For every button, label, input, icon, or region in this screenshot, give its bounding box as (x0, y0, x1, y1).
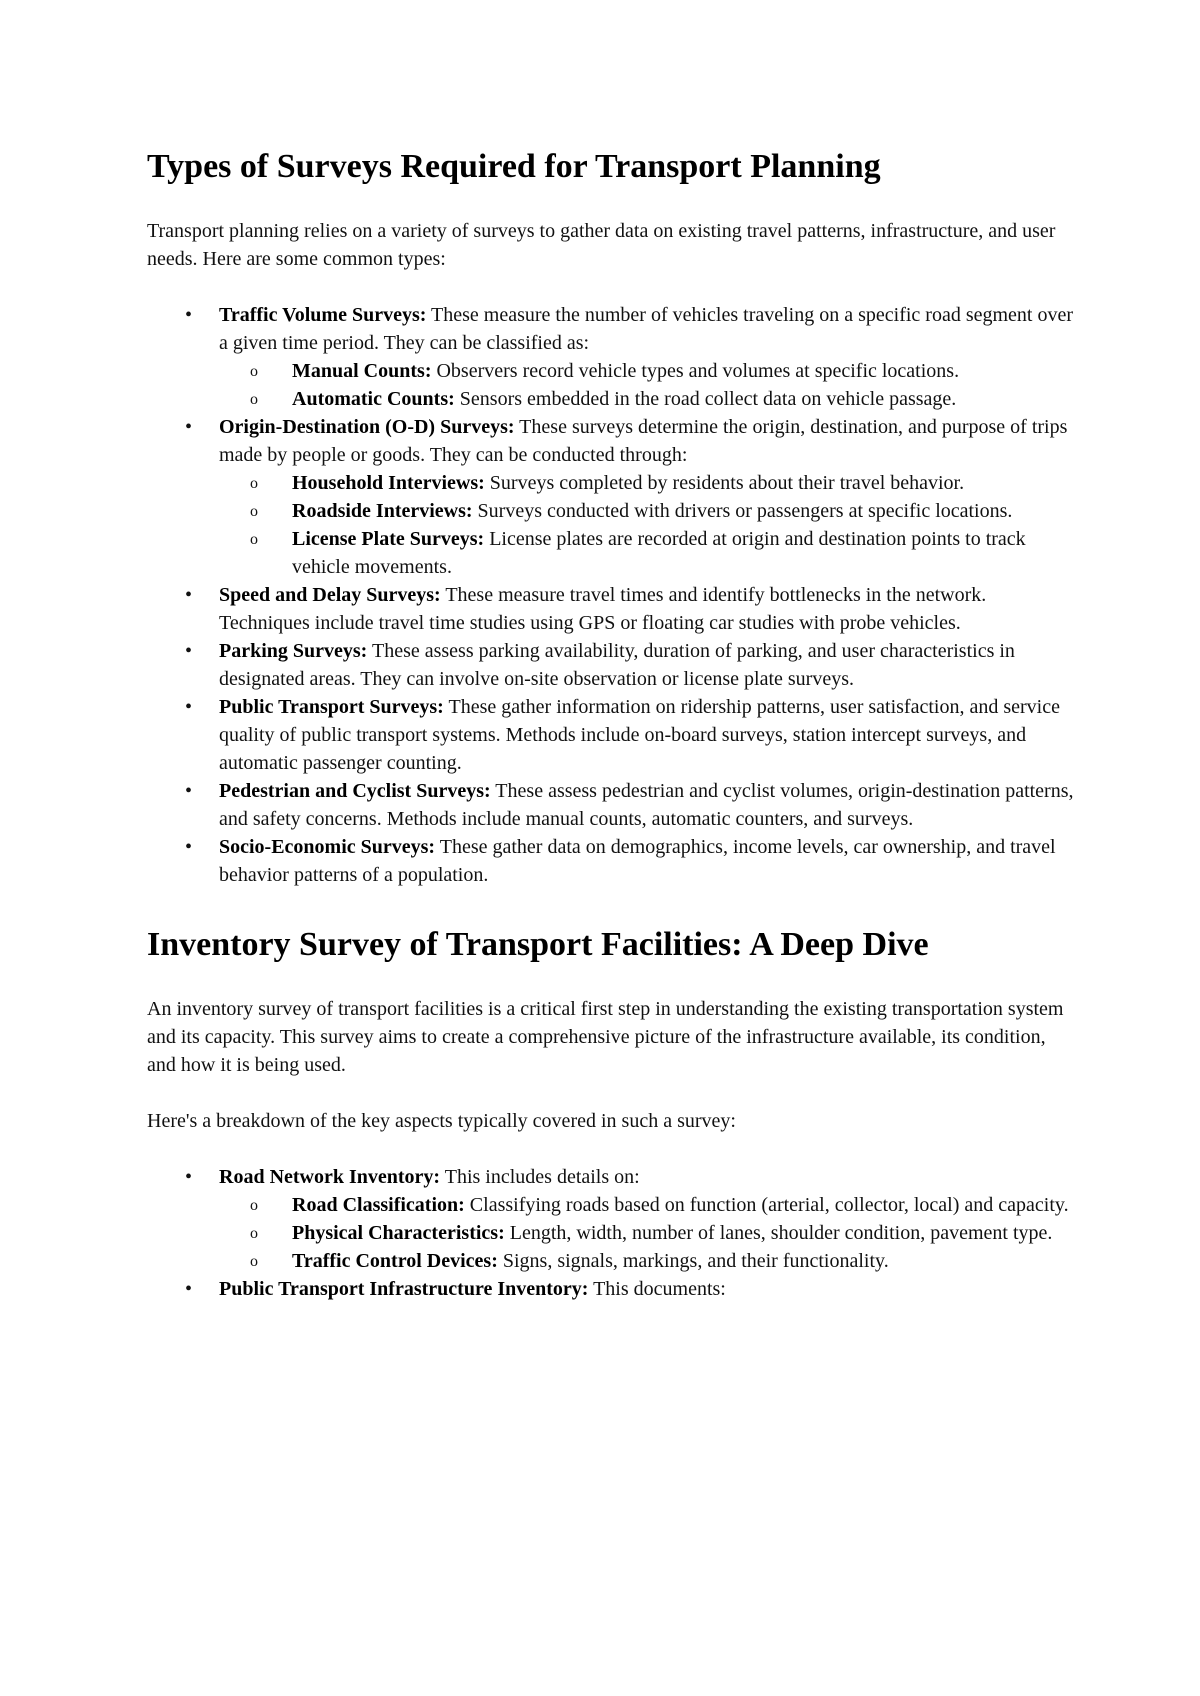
bullet-marker: • (185, 304, 193, 326)
item-text: These surveys determine the origin, destination, and purpose of trips made by people or goods. They can be conducted through: (219, 416, 1068, 466)
bullet-marker: • (185, 836, 193, 858)
subitem-label: Automatic Counts: (292, 388, 455, 410)
item-label: Socio-Economic Surveys: (219, 836, 436, 858)
subitem-text: Observers record vehicle types and volumes at specific locations. (431, 360, 960, 382)
subitem-label: Road Classification: (292, 1194, 465, 1216)
subitem-label: Manual Counts: (292, 360, 432, 382)
item-label: Road Network Inventory: (219, 1166, 441, 1188)
item-label: Origin-Destination (O-D) Surveys: (219, 416, 515, 438)
item-text: These measure travel times and identify bottlenecks in the network. Techniques include travel time studies using GPS or floating car studies with probe vehicles. (219, 584, 987, 634)
item-label: Parking Surveys: (219, 640, 368, 662)
item-text: This documents: (588, 1278, 726, 1300)
bullet-marker: • (185, 780, 193, 802)
sub-marker: o (250, 1253, 258, 1270)
item-text: This includes details on: (440, 1166, 640, 1188)
subitem-label: Physical Characteristics: (292, 1222, 505, 1244)
list-item (147, 1275, 1077, 1303)
item-text: These assess pedestrian and cyclist volumes, origin-destination patterns, and safety concerns. Methods include manual counts, automatic counters, and surveys. (219, 780, 1074, 830)
subitem-text: Signs, signals, markings, and their functionality. (497, 1250, 889, 1272)
section1-title: Types of Surveys Required for Transport Planning (147, 148, 881, 185)
list-item (147, 1163, 1077, 1275)
sub-marker: o (250, 503, 258, 520)
sublist-item (219, 1247, 1077, 1275)
sub-marker: o (250, 363, 258, 380)
list-item (147, 301, 1077, 413)
item-label: Pedestrian and Cyclist Surveys: (219, 780, 491, 802)
sublist-item (219, 469, 1077, 497)
subitem-label: Household Interviews: (292, 472, 485, 494)
sublist (219, 469, 1077, 581)
item-label: Public Transport Surveys: (219, 696, 444, 718)
item-text: These gather data on demographics, income levels, car ownership, and travel behavior patterns of a population. (219, 836, 1056, 886)
bullet-marker: • (185, 1166, 193, 1188)
section2-title: Inventory Survey of Transport Facilities: A Deep Dive (147, 926, 929, 963)
sublist-item (219, 1219, 1077, 1247)
bullet-marker: • (185, 1278, 193, 1300)
item-label: Public Transport Infrastructure Inventory: (219, 1278, 589, 1300)
section2-lead: Here's a breakdown of the key aspects typically covered in such a survey: (147, 1110, 736, 1132)
subitem-text: Length, width, number of lanes, shoulder condition, pavement type. (504, 1222, 1053, 1244)
subitem-label: Roadside Interviews: (292, 500, 473, 522)
sublist (219, 357, 1077, 413)
sublist-item (219, 1191, 1077, 1219)
list-item (147, 581, 1077, 637)
subitem-label: License Plate Surveys: (292, 528, 485, 550)
sub-marker: o (250, 1225, 258, 1242)
section1-list (147, 301, 1077, 889)
list-item (147, 637, 1077, 693)
sublist-item (219, 525, 1077, 581)
bullet-marker: • (185, 696, 193, 718)
document-page (147, 132, 1077, 1303)
item-text: These measure the number of vehicles traveling on a specific road segment over a given time period. They can be classified as: (219, 304, 1074, 354)
sublist-item (219, 497, 1077, 525)
item-label: Speed and Delay Surveys: (219, 584, 441, 606)
list-item (147, 693, 1077, 777)
item-label: Traffic Volume Surveys: (219, 304, 427, 326)
sublist-item (219, 357, 1077, 385)
list-item (147, 777, 1077, 833)
section2-intro: An inventory survey of transport facilities is a critical first step in understanding the existing transportation system and its capacity. This survey aims to create a comprehensive picture of the infrastructure available, its condition, and how it is being used. (147, 998, 1064, 1076)
list-item (147, 413, 1077, 581)
list-item (147, 833, 1077, 889)
item-text: These gather information on ridership patterns, user satisfaction, and service quality of public transport systems. Methods include on-board surveys, station intercept surveys, and automatic passenger counting. (219, 696, 1060, 774)
sub-marker: o (250, 531, 258, 548)
sublist-item (219, 385, 1077, 413)
bullet-marker: • (185, 584, 193, 606)
subitem-text: Classifying roads based on function (arterial, collector, local) and capacity. (464, 1194, 1069, 1216)
bullet-marker: • (185, 640, 193, 662)
subitem-text: Surveys completed by residents about their travel behavior. (484, 472, 965, 494)
bullet-marker: • (185, 416, 193, 438)
subitem-text: Sensors embedded in the road collect data on vehicle passage. (454, 388, 957, 410)
subitem-label: Traffic Control Devices: (292, 1250, 498, 1272)
subitem-text: Surveys conducted with drivers or passengers at specific locations. (472, 500, 1013, 522)
section2-list (147, 1163, 1077, 1303)
subitem-text: License plates are recorded at origin and destination points to track vehicle movements. (292, 528, 1026, 578)
section1-intro: Transport planning relies on a variety of surveys to gather data on existing travel patterns, infrastructure, and user needs. Here are some common types: (147, 220, 1056, 270)
sub-marker: o (250, 391, 258, 408)
sub-marker: o (250, 1197, 258, 1214)
sub-marker: o (250, 475, 258, 492)
item-text: These assess parking availability, duration of parking, and user characteristics in designated areas. They can involve on-site observation or license plate surveys. (219, 640, 1015, 690)
sublist (219, 1191, 1077, 1275)
